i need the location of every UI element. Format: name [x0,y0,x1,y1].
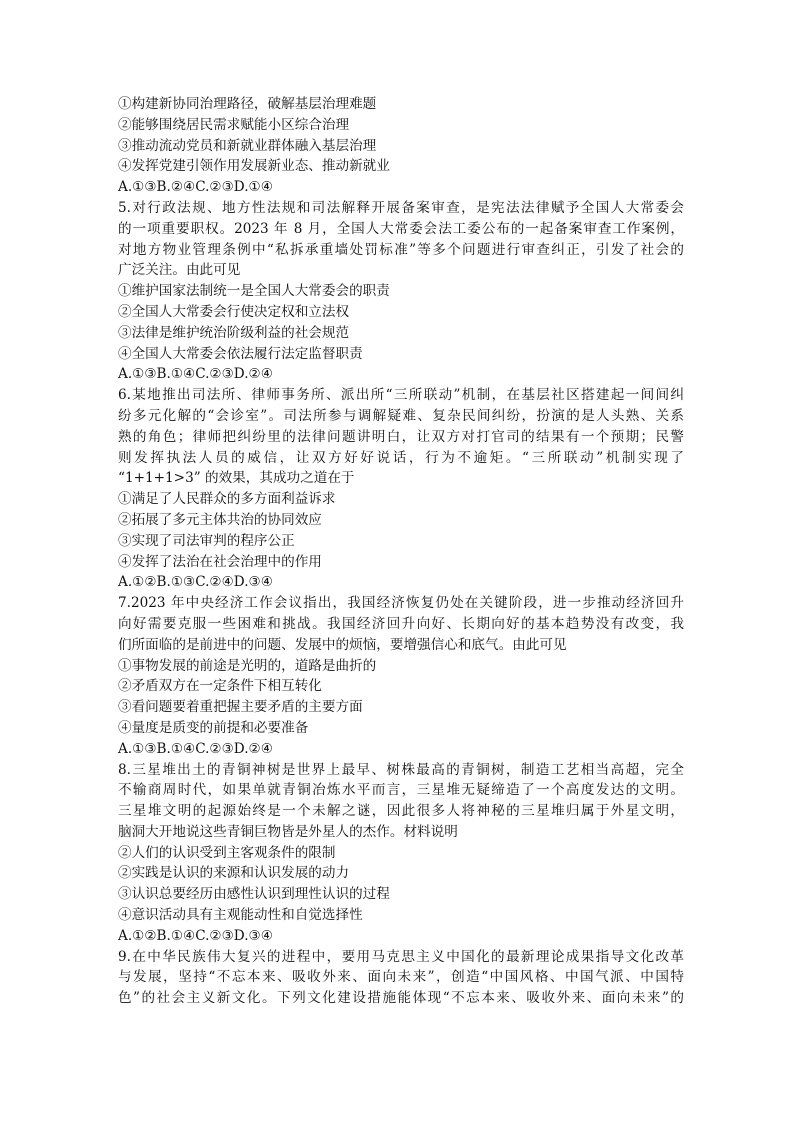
q4-answer-choices: A.①③B.②④C.②③D.①④ [118,179,273,196]
q4-option-3: ③推动流动党员和新就业群体融入基层治理 [118,137,377,154]
q6-option-3: ③实现了司法审判的程序公正 [118,532,295,549]
q6-stem-line: “1+1+1>3” 的效果，其成功之道在于 [118,470,355,487]
q7-answer-choices: A.①③B.①④C.②③D.②④ [118,740,273,757]
exam-page [118,94,684,1009]
q5-stem-line: 的一项重要职权。2023 年 8 月，全国人大常委会法工委公布的一起备案审查工作案例， [118,220,684,237]
q8-option-3: ③认识总要经历由感性认识到理性认识的过程 [118,886,390,903]
q6-stem-line: 纷多元化解的“会诊室”。司法所参与调解疑难、复杂民间纠纷，扮演的是人头熟、关系 [118,407,684,424]
q8-stem-line: 不输商周时代，如果单就青铜冶炼水平而言，三星堆无疑缔造了一个高度发达的文明。 [118,782,684,799]
q5-stem-line: 广泛关注。由此可见 [118,262,241,279]
q5-stem-line: 5.对行政法规、地方性法规和司法解释开展备案审查，是宪法法律赋予全国人大常委会 [118,199,684,216]
q8-stem-line: 8.三星堆出土的青铜神树是世界上最早、树株最高的青铜树，制造工艺相当高超，完全 [118,761,684,778]
q6-stem-line: 则发挥执法人员的威信，让双方好好说话，行为不逾矩。“三所联动”机制实现了 [118,449,684,466]
q6-option-2: ②拓展了多元主体共治的协同效应 [118,511,322,528]
q6-option-1: ①满足了人民群众的多方面利益诉求 [118,491,336,508]
q7-option-4: ④量度是质变的前提和必要准备 [118,719,309,736]
q4-option-1: ①构建新协同治理路径，破解基层治理难题 [118,96,377,112]
q9-stem-line: 色”的社会主义新文化。下列文化建设措施能体现“不忘本来、吸收外来、面向未来”的 [118,990,684,1007]
q8-stem-line: 脑洞大开地说这些青铜巨物皆是外星人的杰作。材料说明 [118,823,458,840]
q6-stem-line: 6.某地推出司法所、律师事务所、派出所“三所联动”机制，在基层社区搭建起一间间纠 [118,387,684,404]
q7-stem-line: 7.2023 年中央经济工作会议指出，我国经济恢复仍处在关键阶段，进一步推动经济回升 [118,595,684,612]
q7-option-1: ①事物发展的前途是光明的，道路是曲折的 [118,657,377,674]
q6-option-4: ④发挥了法治在社会治理中的作用 [118,553,322,570]
q5-answer-choices: A.①③B.①④C.②③D.②④ [118,366,273,383]
q7-option-3: ③看问题要着重把握主要矛盾的主要方面 [118,699,363,716]
q5-stem-line: 对地方物业管理条例中“私拆承重墙处罚标准”等多个问题进行审查纠正，引发了社会的 [118,241,684,258]
q7-option-2: ②矛盾双方在一定条件下相互转化 [118,678,322,695]
q8-option-4: ④意识活动具有主观能动性和自觉选择性 [118,907,363,924]
q8-answer-choices: A.①②B.①④C.②③D.③④ [118,927,273,944]
q8-stem-line: 三星堆文明的起源始终是一个未解之谜，因此很多人将神秘的三星堆归属于外星文明， [118,803,684,820]
q8-option-2: ②实践是认识的来源和认识发展的动力 [118,865,350,882]
q5-option-1: ①维护国家法制统一是全国人大常委会的职责 [118,283,390,300]
q5-option-2: ②全国人大常委会行使决定权和立法权 [118,303,350,320]
q9-stem-line: 与发展，坚持“不忘本来、吸收外来、面向未来”，创造“中国风格、中国气派、中国特 [118,969,684,986]
q6-answer-choices: A.①②B.①③C.②④D.③④ [118,574,273,591]
q6-stem-line: 熟的角色；律师把纠纷里的法律问题讲明白，让双方对打官司的结果有一个预期；民警 [118,428,684,445]
q5-option-4: ④全国人大常委会依法履行法定监督职责 [118,345,363,362]
q4-option-4: ④发挥党建引领作用发展新业态、推动新就业 [118,158,390,175]
q7-stem-line: 向好需要克服一些困难和挑战。我国经济回升向好、长期向好的基本趋势没有改变，我 [118,615,684,632]
q7-stem-line: 们所面临的是前进中的问题、发展中的烦恼，要增强信心和底气。由此可见 [118,636,567,653]
q8-option-1: ②人们的认识受到主客观条件的限制 [118,844,336,861]
q5-option-3: ③法律是维护统治阶级利益的社会规范 [118,324,350,341]
q4-option-2: ②能够围绕居民需求赋能小区综合治理 [118,116,350,133]
q9-stem-line: 9.在中华民族伟大复兴的进程中，要用马克思主义中国化的最新理论成果指导文化改革 [118,948,684,965]
